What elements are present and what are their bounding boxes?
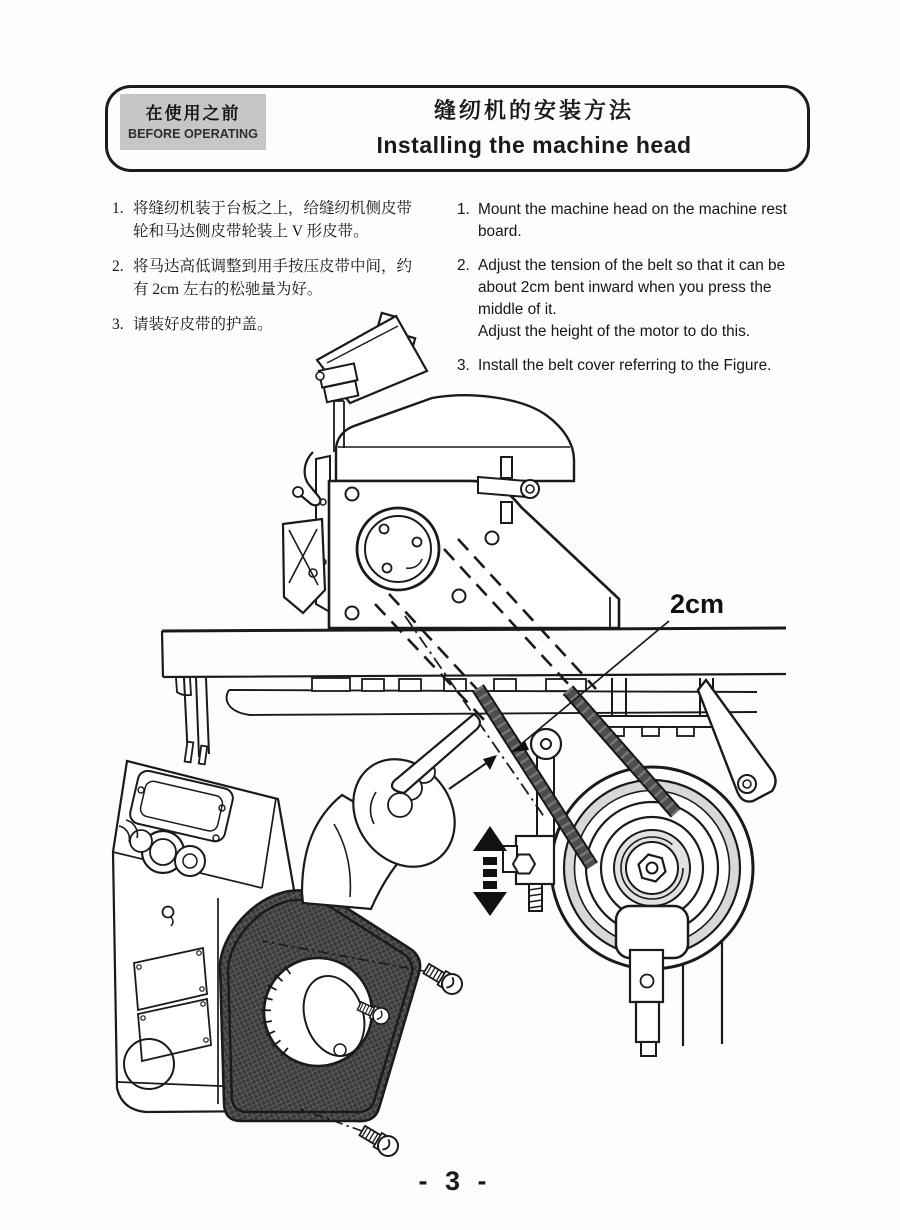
screw-icon <box>421 960 466 998</box>
machine-head <box>283 313 619 628</box>
list-text <box>133 197 460 243</box>
list-number: 3. <box>112 316 124 333</box>
list-item <box>112 255 460 301</box>
list-item <box>112 197 460 243</box>
list-number: 2. <box>112 258 124 275</box>
text-line: board. <box>478 223 522 240</box>
list-number: 2. <box>457 257 470 274</box>
page-title-zh: 缝纫机的安装方法 <box>433 98 634 123</box>
header-box <box>105 85 810 172</box>
screw-icon <box>357 1122 402 1160</box>
belt-cover <box>220 890 420 1121</box>
list-text <box>133 255 460 301</box>
text-line: 将马达高低调整到用手按压皮带中间，约 <box>133 258 413 275</box>
list-number: 1. <box>112 200 124 217</box>
text-line: Mount the machine head on the machine rest <box>478 201 787 218</box>
text-line: 将缝纫机装于台板之上，给缝纫机侧皮带 <box>133 200 413 217</box>
text-line: about 2cm bent inward when you press the <box>478 279 772 296</box>
page-title <box>268 94 800 159</box>
text-line: 有 2cm 左右的松驰量为好。 <box>133 281 323 298</box>
text-line: 请装好皮带的护盖。 <box>133 316 273 333</box>
handwheel-port <box>357 508 439 590</box>
list-number: 1. <box>457 201 470 218</box>
page-title-en: Installing the machine head <box>376 132 692 158</box>
pressing-hand <box>302 714 480 909</box>
deflection-label: 2cm <box>670 589 725 619</box>
text-line: Adjust the height of the motor to do this. <box>478 323 751 340</box>
list-text <box>478 199 813 243</box>
section-badge <box>120 94 266 150</box>
badge-title-zh: 在使用之前 <box>145 104 241 123</box>
list-number: 3. <box>457 357 470 374</box>
text-line: Adjust the tension of the belt so that it can be <box>478 257 786 274</box>
installation-figure <box>0 300 900 1180</box>
pulley-clamp <box>616 906 688 1056</box>
page-number: - 3 - <box>418 1166 492 1196</box>
motor-hanger-bracket <box>600 678 714 736</box>
badge-title-en: BEFORE OPERATING <box>128 127 258 141</box>
text-line: Install the belt cover referring to the Figure. <box>478 357 772 374</box>
text-line: middle of it. <box>478 301 557 318</box>
up-down-arrow <box>473 826 507 916</box>
adjuster-bolt <box>513 855 535 874</box>
text-line: 轮和马达侧皮带轮装上 V 形皮带。 <box>133 223 369 240</box>
press-arrow <box>449 755 497 789</box>
list-item <box>457 199 813 243</box>
motor-adjuster <box>503 729 561 911</box>
